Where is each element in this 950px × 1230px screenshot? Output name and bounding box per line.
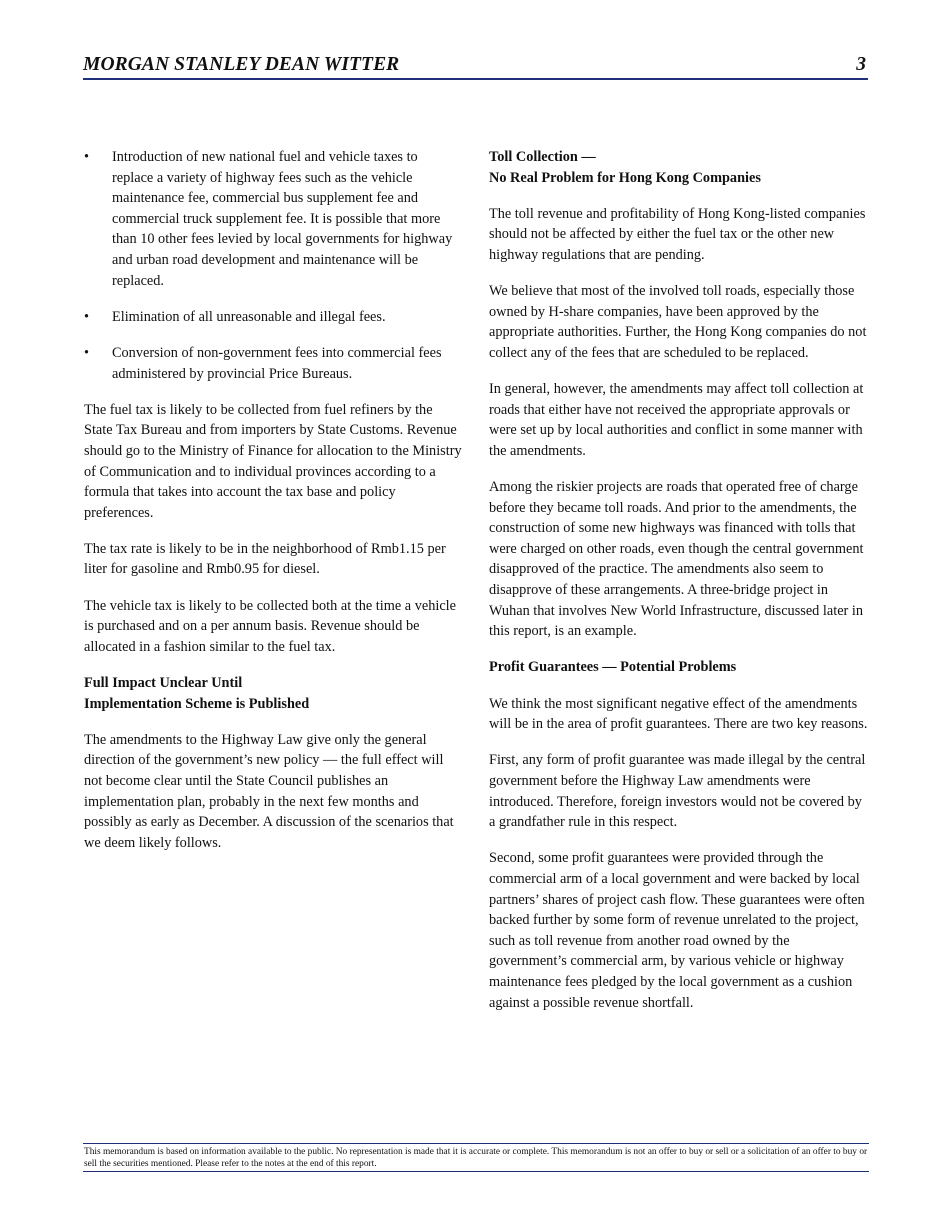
bullet-icon: • — [84, 344, 90, 361]
bullet-text: Introduction of new national fuel and vehicle taxes to replace a variety of highway fees such as the vehicle maintenance fee, commercial bus supplement fee and commercial truck supplement fee. It is possible that more than 10 other fees levied by local governments for highway and urban road development and maintenance will be replaced. — [112, 149, 453, 289]
page-number: 3 — [856, 54, 866, 75]
bullet-text: Elimination of all unreasonable and illegal fees. — [112, 308, 386, 325]
body-paragraph: Second, some profit guarantees were provided through the commercial arm of a local government and were backed by local partners’ shares of project cash flow. These guarantees were often backed further by some form of revenue unrelated to the project, such as toll revenue from another road owned by the government’s commercial arm, by various vehicle or highway maintenance fees pledged by the local government as a cushion against a possible revenue shortfall. — [489, 850, 865, 1011]
list-item — [84, 343, 462, 384]
bullet-list — [84, 147, 462, 384]
footer-disclaimer: This memorandum is based on information available to the public. No representation is made that it is accurate or complete. This memorandum is not an offer to buy or sell or a solicitation of an offer to buy or sell the securities mentioned. Please refer to the notes at the end of this report. — [83, 1143, 869, 1172]
body-paragraph: We think the most significant negative effect of the amendments will be in the area of profit guarantees. There are two key reasons. — [489, 695, 868, 733]
firm-name: MORGAN STANLEY DEAN WITTER — [83, 54, 400, 75]
body-paragraph: The toll revenue and profitability of Hong Kong-listed companies should not be affected by either the fuel tax or the other new highway regulations that are pending. — [489, 205, 866, 263]
list-item — [84, 307, 462, 328]
section-heading-full-impact: Full Impact Unclear Until Implementation Scheme is Published — [84, 675, 310, 712]
bullet-icon: • — [84, 149, 90, 165]
body-paragraph: Among the riskier projects are roads that operated free of charge before they became toll roads. And prior to the amendments, the construction of some new highways was financed with tolls that were charged on other roads, even though the central government disapproved of the practice. The amendments also seem to disapprove of these arrangements. A three-bridge project in Wuhan that involves New World Infrastructure, discussed later in this report, is an example. — [489, 479, 864, 640]
section-heading-profit-guarantees: Profit Guarantees — Potential Problems — [489, 659, 737, 676]
body-paragraph: The amendments to the Highway Law give only the general direction of the government’s new policy — the full effect will not become clear until the State Council publishes an implementation plan, probably in the next few months and possibly as early as December. A discussion of the scenarios that we deem likely follows. — [84, 731, 454, 851]
body-paragraph: The tax rate is likely to be in the neighborhood of Rmb1.15 per liter for gasoline and Rmb0.95 for diesel. — [84, 540, 446, 578]
list-item — [84, 147, 462, 291]
right-column — [489, 147, 869, 1029]
left-column — [84, 147, 462, 869]
body-paragraph: First, any form of profit guarantee was made illegal by the central government before the Highway Law amendments were introduced. Therefore, foreign investors would not be covered by a grandfather rule in this respect. — [489, 752, 866, 831]
body-paragraph: In general, however, the amendments may affect toll collection at roads that either have not received the appropriate approvals or were set up by local authorities and conflict in some manner with the amendments. — [489, 381, 864, 459]
section-heading-toll-collection: Toll Collection — No Real Problem for Hong Kong Companies — [489, 149, 761, 186]
page-header — [83, 54, 868, 80]
body-paragraph: We believe that most of the involved toll roads, especially those owned by H-share companies, have been approved by the appropriate authorities. Further, the Hong Kong companies do not collect any of the fees that are scheduled to be replaced. — [489, 283, 867, 361]
bullet-text: Conversion of non-government fees into commercial fees administered by provincial Price Bureaus. — [112, 344, 442, 382]
body-paragraph: The vehicle tax is likely to be collected both at the time a vehicle is purchased and on a per annum basis. Revenue should be allocated in a fashion similar to the fuel tax. — [84, 597, 456, 655]
body-paragraph: The fuel tax is likely to be collected from fuel refiners by the State Tax Bureau and from importers by State Customs. Revenue should go to the Ministry of Finance for allocation to the Ministry of Communication and to individual provinces according to a formula that takes into account the tax base and policy preferences. — [84, 401, 462, 521]
bullet-icon: • — [84, 308, 90, 325]
